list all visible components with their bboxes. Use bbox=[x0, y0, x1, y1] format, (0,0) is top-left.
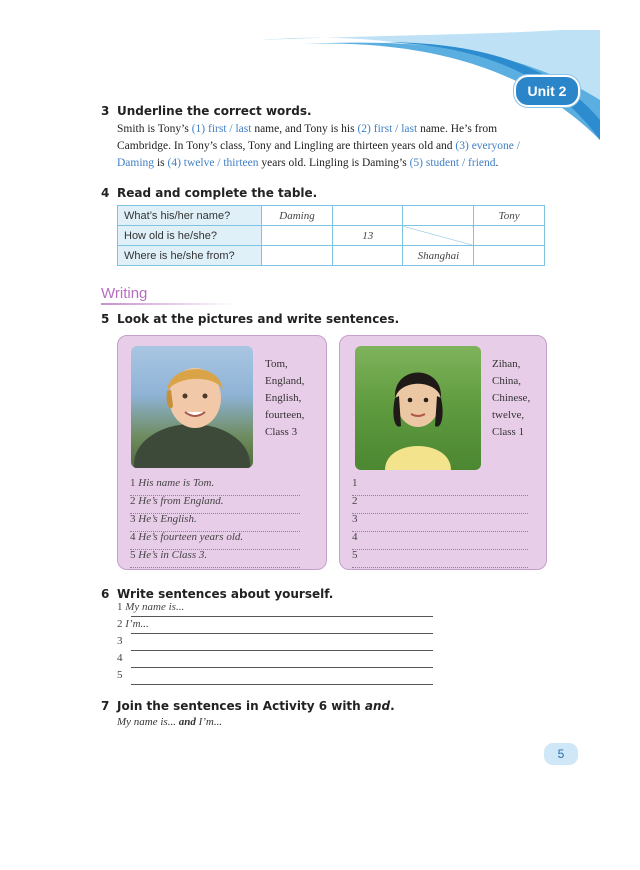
writing-line[interactable] bbox=[117, 618, 433, 634]
info-nationality: English, bbox=[265, 392, 302, 404]
table-cell[interactable] bbox=[403, 226, 474, 246]
answer-line[interactable] bbox=[352, 495, 528, 514]
row-label: Where is he/she from? bbox=[118, 246, 262, 266]
line-number: 5 bbox=[352, 549, 358, 561]
answer-line[interactable] bbox=[352, 549, 528, 568]
table-row bbox=[118, 246, 545, 266]
answer-line[interactable] bbox=[352, 531, 528, 550]
tom-info bbox=[265, 356, 304, 441]
line-number: 3 bbox=[352, 513, 358, 525]
line-number: 4 bbox=[130, 531, 136, 543]
table-cell[interactable]: Daming bbox=[262, 206, 333, 226]
choice-3[interactable]: (3) everyone / bbox=[455, 140, 520, 152]
activity3-heading bbox=[101, 104, 312, 118]
answer-line[interactable] bbox=[130, 549, 300, 568]
activity7-heading bbox=[101, 699, 395, 713]
activity3-line3 bbox=[117, 155, 557, 172]
photo-tom bbox=[131, 346, 253, 468]
example-and: and bbox=[178, 716, 196, 728]
line-number: 5 bbox=[130, 549, 136, 561]
page-number: 5 bbox=[544, 743, 578, 765]
table-cell[interactable] bbox=[474, 246, 545, 266]
example-text: My name is... bbox=[117, 716, 179, 728]
answer-text: I’m... bbox=[125, 618, 149, 630]
zihan-info bbox=[492, 356, 530, 441]
info-name: Tom, bbox=[265, 358, 288, 370]
row-label: What’s his/her name? bbox=[118, 206, 262, 226]
line-number: 2 bbox=[352, 495, 358, 507]
activity3-title: Underline the correct words. bbox=[117, 104, 312, 118]
answer-text: His name is Tom. bbox=[138, 477, 215, 489]
line-number: 3 bbox=[117, 635, 123, 647]
activity4-number: 4 bbox=[101, 186, 110, 200]
unit-badge: Unit 2 bbox=[514, 75, 580, 107]
activity7-title-em: and bbox=[364, 699, 391, 713]
activity7-number: 7 bbox=[101, 699, 110, 713]
text: years old. Lingling is Daming’s bbox=[258, 157, 410, 169]
activity4-heading bbox=[101, 186, 317, 200]
writing-line[interactable] bbox=[117, 635, 433, 651]
answer-line[interactable] bbox=[130, 477, 300, 496]
answer-text: He’s from England. bbox=[138, 495, 224, 507]
answer-line[interactable] bbox=[352, 477, 528, 496]
choice-4[interactable]: (4) twelve / thirteen bbox=[167, 157, 259, 169]
activity5-number: 5 bbox=[101, 312, 110, 326]
activity3-number: 3 bbox=[101, 104, 110, 118]
answer-text: He’s in Class 3. bbox=[138, 549, 208, 561]
activity7-example bbox=[117, 716, 222, 728]
writing-heading: Writing bbox=[101, 285, 148, 302]
writing-line[interactable] bbox=[117, 601, 433, 617]
table-cell[interactable]: Tony bbox=[474, 206, 545, 226]
choice-3-cont[interactable]: Daming bbox=[117, 157, 155, 169]
answer-line[interactable] bbox=[130, 513, 300, 532]
activity5-heading bbox=[101, 312, 399, 326]
line-number: 1 bbox=[117, 601, 123, 613]
table-cell[interactable] bbox=[262, 246, 333, 266]
text: is bbox=[154, 157, 168, 169]
info-age: twelve, bbox=[492, 409, 525, 421]
activity3-line2 bbox=[117, 138, 557, 155]
text: name. He’s from bbox=[417, 123, 498, 135]
activity6-heading bbox=[101, 587, 333, 601]
answer-text: My name is... bbox=[125, 601, 185, 613]
girl-portrait-icon bbox=[355, 346, 481, 470]
activity3-line1 bbox=[117, 121, 557, 138]
line-number: 1 bbox=[352, 477, 358, 489]
answer-text: He’s fourteen years old. bbox=[138, 531, 244, 543]
example-text: I’m... bbox=[195, 716, 223, 728]
boy-portrait-icon bbox=[131, 346, 253, 468]
activity7-title: Join the sentences in Activity 6 with bbox=[117, 699, 365, 713]
card-zihan bbox=[339, 335, 547, 570]
info-table bbox=[117, 205, 545, 266]
table-cell[interactable] bbox=[474, 226, 545, 246]
writing-line[interactable] bbox=[117, 652, 433, 668]
line-number: 2 bbox=[117, 618, 123, 630]
text: Cambridge. In Tony’s class, Tony and Lingling are thirteen years old and bbox=[117, 140, 456, 152]
photo-zihan bbox=[355, 346, 481, 470]
info-nationality: Chinese, bbox=[492, 392, 531, 404]
table-row bbox=[118, 206, 545, 226]
table-cell[interactable] bbox=[332, 246, 403, 266]
answer-line[interactable] bbox=[130, 495, 300, 514]
info-class: Class 3 bbox=[265, 426, 298, 438]
card-tom bbox=[117, 335, 327, 570]
answer-line[interactable] bbox=[352, 513, 528, 532]
activity3-paragraph bbox=[117, 121, 557, 172]
line-number: 1 bbox=[130, 477, 136, 489]
info-age: fourteen, bbox=[265, 409, 305, 421]
activity6-title: Write sentences about yourself. bbox=[117, 587, 334, 601]
activity7-title-end: . bbox=[390, 699, 395, 713]
table-cell[interactable]: Shanghai bbox=[403, 246, 474, 266]
choice-5[interactable]: (5) student / friend bbox=[409, 157, 496, 169]
activity6-number: 6 bbox=[101, 587, 110, 601]
answer-text: He’s English. bbox=[138, 513, 197, 525]
text: name, and Tony is his bbox=[251, 123, 358, 135]
info-country: England, bbox=[265, 375, 305, 387]
answer-line[interactable] bbox=[130, 531, 300, 550]
writing-underline bbox=[101, 303, 236, 305]
table-cell[interactable] bbox=[403, 206, 474, 226]
choice-1[interactable]: (1) first / last bbox=[191, 123, 252, 135]
activity5-title: Look at the pictures and write sentences. bbox=[117, 312, 400, 326]
line-number: 2 bbox=[130, 495, 136, 507]
row-label: How old is he/she? bbox=[118, 226, 262, 246]
writing-line[interactable] bbox=[117, 669, 433, 685]
line-number: 4 bbox=[352, 531, 358, 543]
choice-2[interactable]: (2) first / last bbox=[357, 123, 418, 135]
line-number: 3 bbox=[130, 513, 136, 525]
table-cell[interactable] bbox=[332, 206, 403, 226]
info-class: Class 1 bbox=[492, 426, 525, 438]
line-number: 4 bbox=[117, 652, 123, 664]
table-cell[interactable]: 13 bbox=[332, 226, 403, 246]
line-number: 5 bbox=[117, 669, 123, 681]
info-name: Zihan, bbox=[492, 358, 521, 370]
table-row bbox=[118, 226, 545, 246]
text: Smith is Tony’s bbox=[117, 123, 192, 135]
info-country: China, bbox=[492, 375, 522, 387]
table-cell[interactable] bbox=[262, 226, 333, 246]
activity4-title: Read and complete the table. bbox=[117, 186, 318, 200]
text: . bbox=[495, 157, 499, 169]
